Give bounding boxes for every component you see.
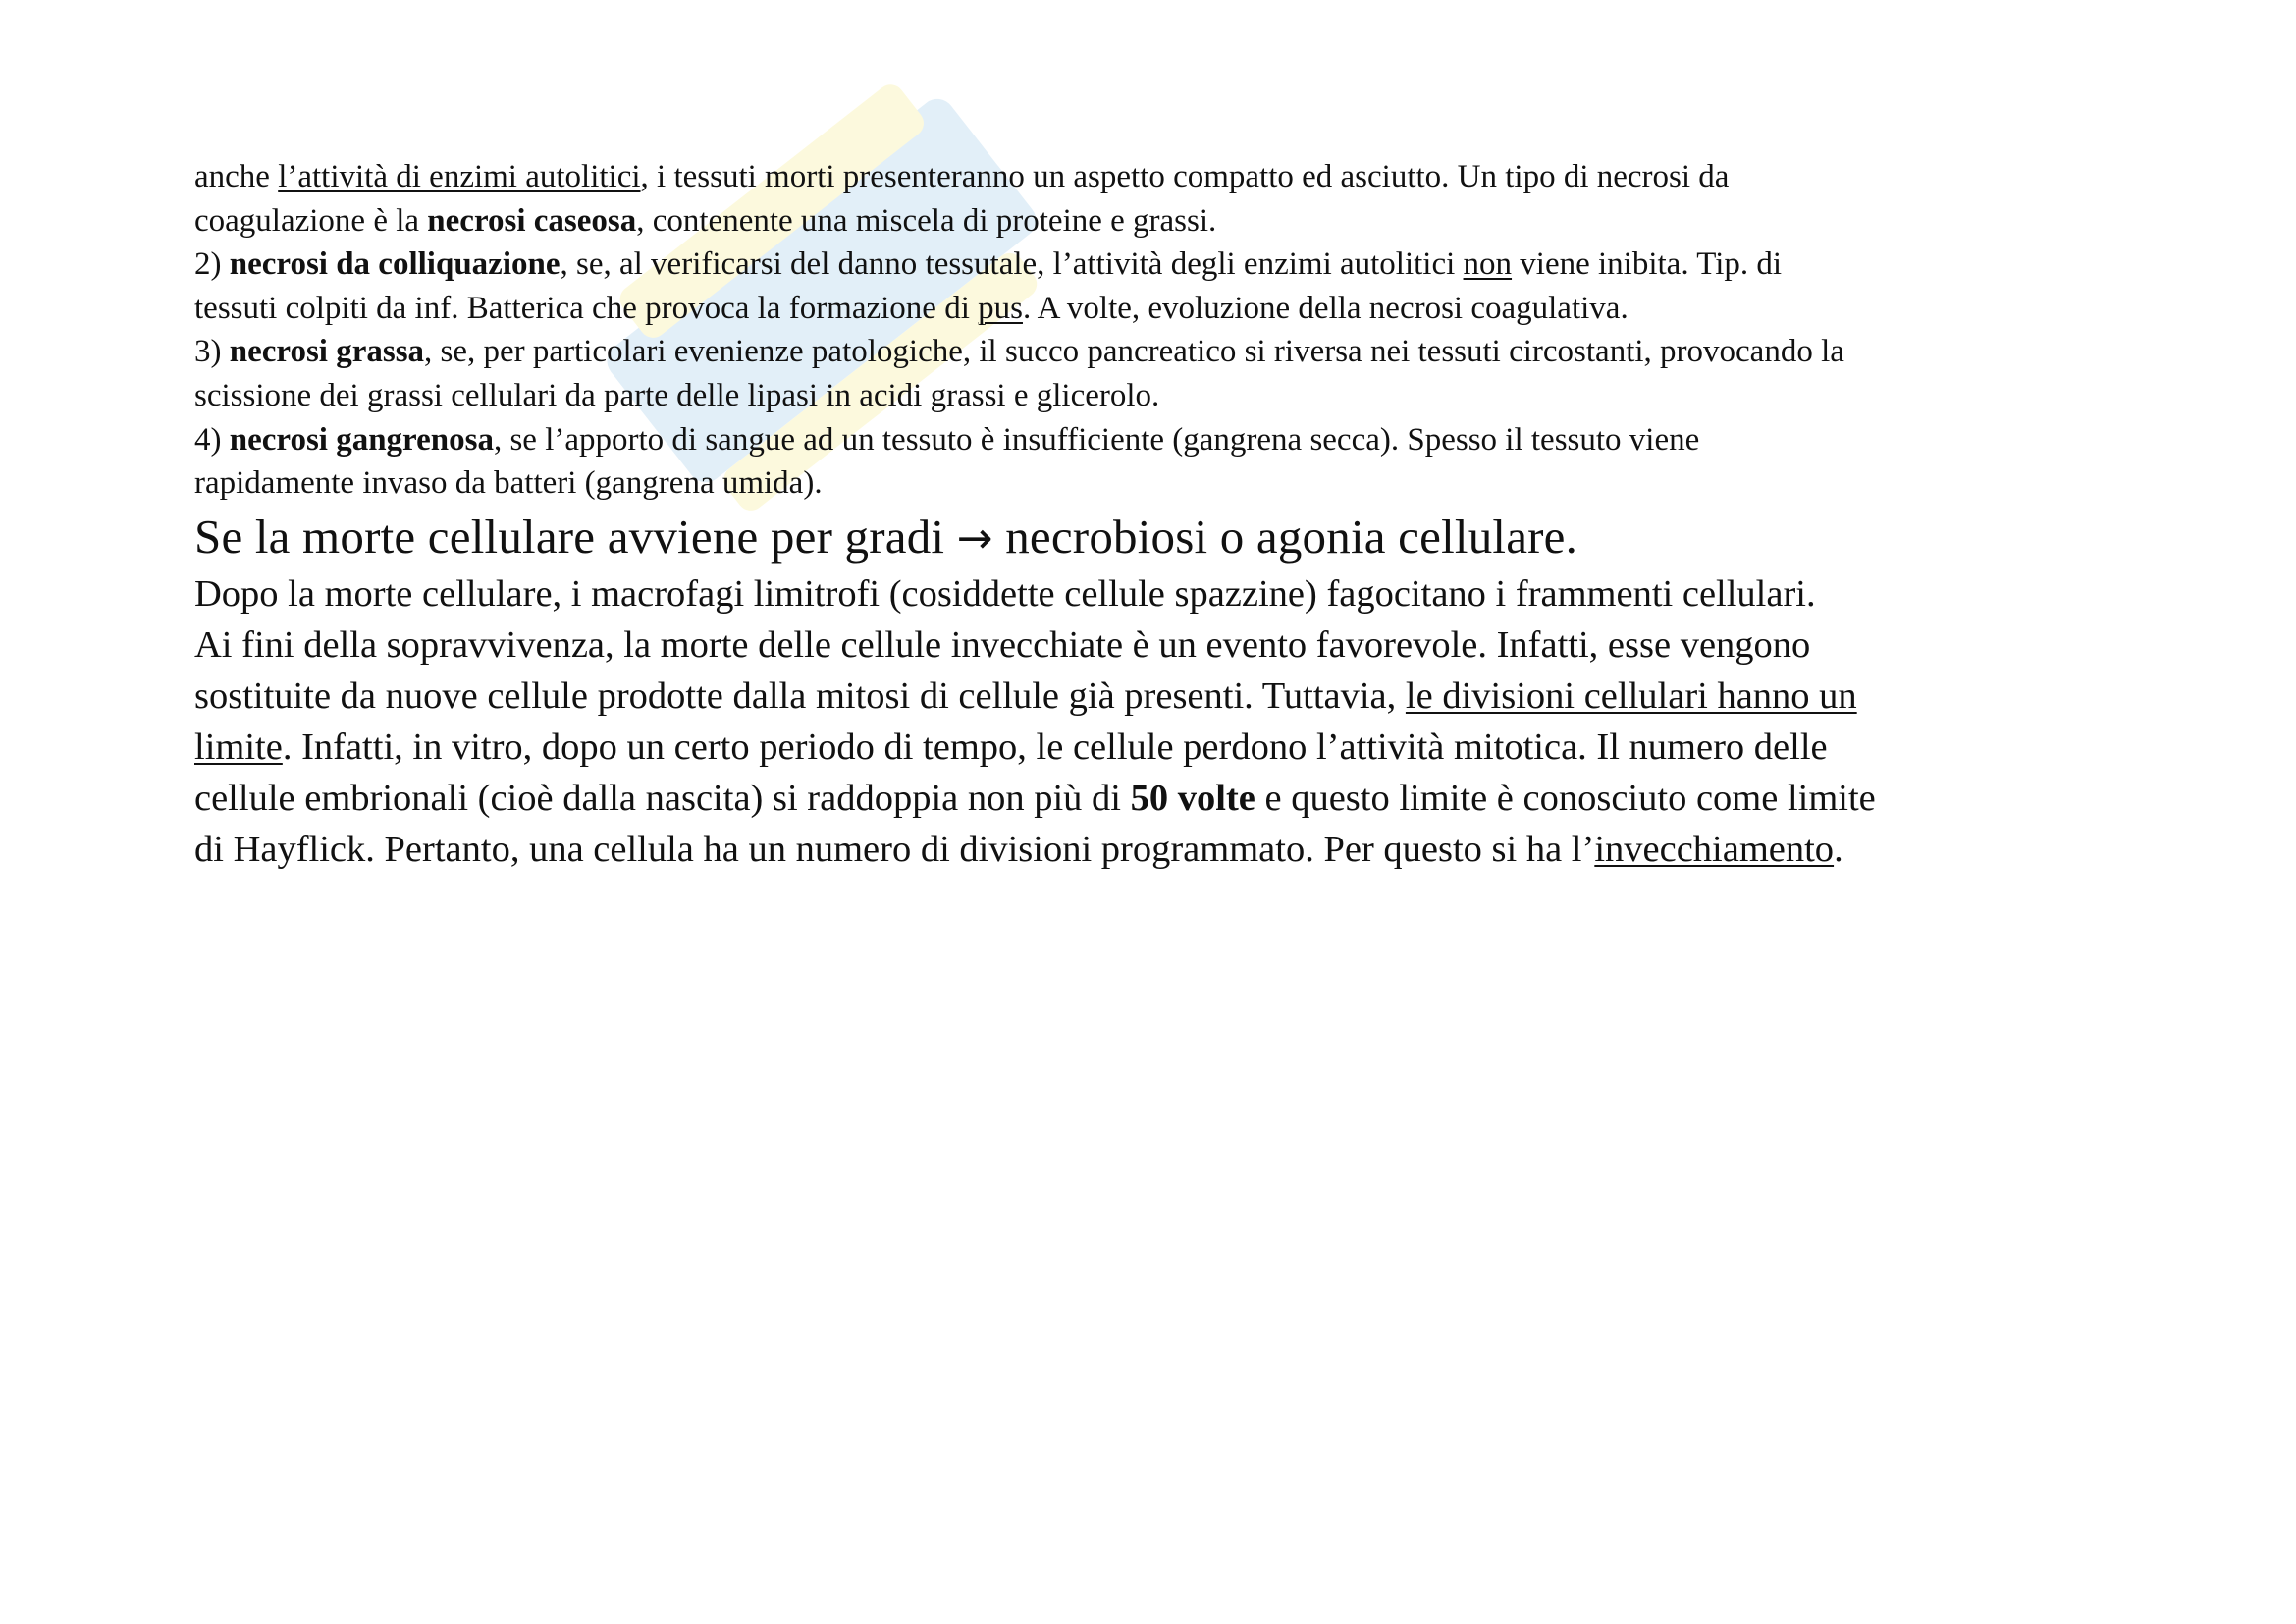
list-item-2-line-1: 2) necrosi da colliquazione, se, al verificarsi del danno tessutale, l’attività degli enzimi autolitici non viene inibita. Tip. di	[194, 246, 1783, 283]
necrosis-list	[194, 155, 2158, 506]
list-item-3-line-1: 3) necrosi grassa, se, per particolari evenienze patologiche, il succo pancreatico si riversa nei tessuti circostanti, provocando la	[194, 334, 1844, 370]
document-content	[194, 155, 2158, 875]
arrow-right-icon: →	[956, 513, 993, 564]
underlined-pus: pus	[978, 290, 1023, 326]
body-line-2: Ai fini della sopravvivenza, la morte delle cellule invecchiate è un evento favorevole. Infatti, esse vengono	[194, 623, 1811, 666]
bold-necrosi-grassa: necrosi grassa	[229, 334, 425, 370]
intro-line-2: coagulazione è la necrosi caseosa, contenente una miscela di proteine e grassi.	[194, 202, 1217, 239]
intro-line-1: anche l’attività di enzimi autolitici, i tessuti morti presenteranno un aspetto compatto ed asciutto. Un tipo di necrosi da	[194, 159, 1730, 194]
list-item-4-line-2: rapidamente invaso da batteri (gangrena umida).	[194, 465, 823, 502]
body-line-6: di Hayflick. Pertanto, una cellula ha un numero di divisioni programmato. Per questo si ha l’invecchiamento.	[194, 828, 1843, 870]
body-line-1: Dopo la morte cellulare, i macrofagi limitrofi (cosiddette cellule spazzine) fagocitano i frammenti cellulari.	[194, 572, 1816, 615]
bold-necrosi-caseosa: necrosi caseosa	[427, 202, 637, 239]
body-line-3: sostituite da nuove cellule prodotte dalla mitosi di cellule già presenti. Tuttavia, le divisioni cellulari hanno un	[194, 675, 1857, 717]
bold-50-volte: 50 volte	[1130, 777, 1255, 819]
bold-necrosi-gangrenosa: necrosi gangrenosa	[229, 421, 494, 458]
list-item-4-line-1: 4) necrosi gangrenosa, se l’apporto di sangue ad un tessuto è insufficiente (gangrena secca). Spesso il tessuto viene	[194, 421, 1700, 458]
body-paragraph	[194, 568, 2158, 875]
underlined-enzimi: l’attività di enzimi autolitici	[278, 159, 641, 194]
underlined-non: non	[1463, 246, 1513, 283]
underlined-divisioni: le divisioni cellulari hanno un	[1405, 675, 1857, 717]
list-item-2-line-2: tessuti colpiti da inf. Batterica che provoca la formazione di pus. A volte, evoluzione della necrosi coagulativa.	[194, 290, 1629, 326]
underlined-invecchiamento: invecchiamento	[1594, 828, 1835, 870]
body-line-4: limite. Infatti, in vitro, dopo un certo periodo di tempo, le cellule perdono l’attività mitotica. Il numero delle	[194, 726, 1828, 768]
bold-necrosi-colliquazione: necrosi da colliquazione	[229, 246, 561, 283]
underlined-limite: limite	[194, 726, 283, 768]
body-line-5: cellule embrionali (cioè dalla nascita) si raddoppia non più di 50 volte e questo limite è conosciuto come limite	[194, 777, 1876, 819]
list-item-3-line-2: scissione dei grassi cellulari da parte delle lipasi in acidi grassi e glicerolo.	[194, 377, 1160, 413]
headline: Se la morte cellulare avviene per gradi → necrobiosi o agonia cellulare.	[194, 509, 1578, 564]
